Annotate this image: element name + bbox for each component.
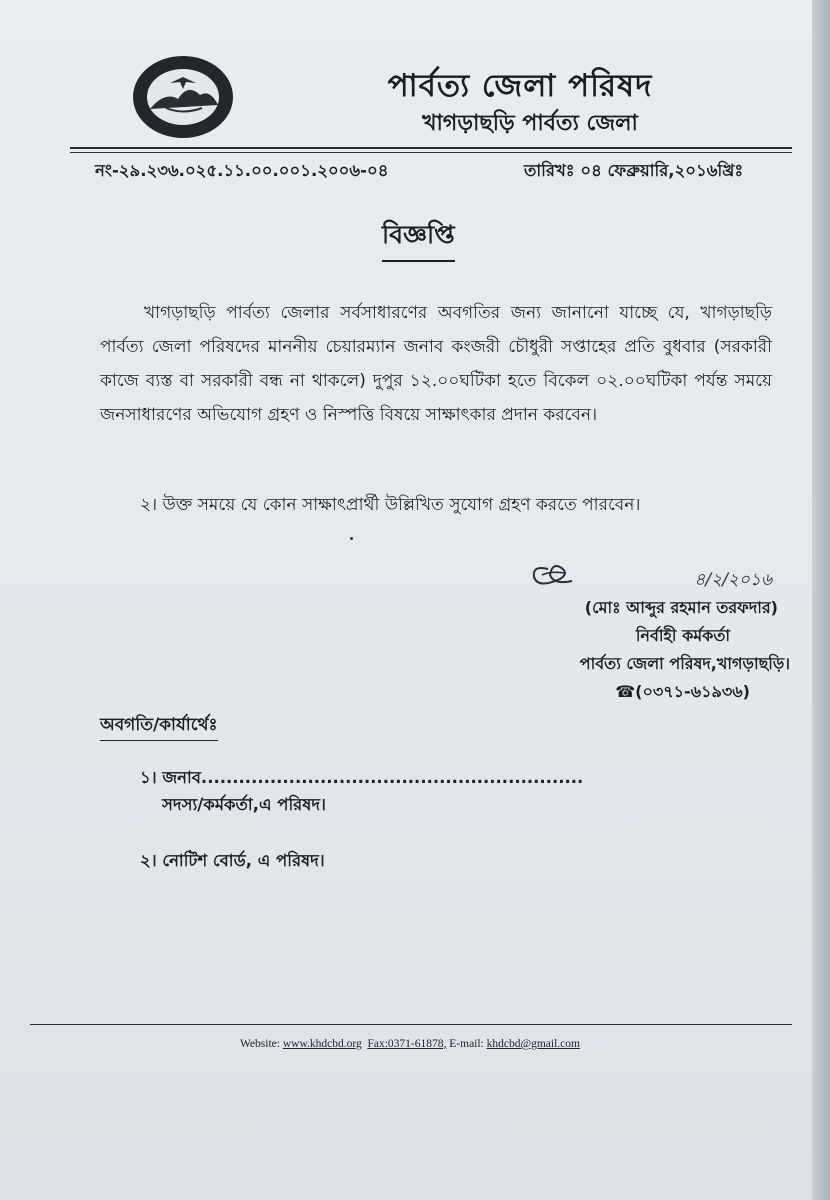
memo-date: তারিখঃ ০৪ ফেব্রুয়ারি,২০১৬খ্রিঃ	[524, 161, 744, 180]
notice-paragraph: খাগড়াছড়ি পার্বত্য জেলার সর্বসাধারণের অবগতির জন্য জানানো যাচ্ছে যে, খাগড়াছড়ি পার্বত্য জেলা পরিষদের মাননীয় চেয়ারম্যান জনাব কংজরী চৌধুরী সপ্তাহের প্রতি বুধবার (সরকারী কাজে ব্যস্ত বা সরকারী বন্ধ না থাকলে) দুপুর ১২.০০ঘটিকা হতে বিকেল ০২.০০ঘটিকা পর্যন্ত সময়ে জনসাধারণের অভিযোগ গ্রহণ ও নিস্পত্তি বিষয়ে সাক্ষাৎকার প্রদান করবেন।	[100, 303, 772, 425]
notice-point-2: ২। উক্ত সময়ে যে কোন সাক্ষাৎপ্রার্থী উল্লিখিত সুযোগ গ্রহণ করতে পারবেন।	[140, 495, 641, 515]
footer-email-label: E-mail:	[449, 1038, 484, 1050]
copy-to-item-1-sub: সদস্য/কর্মকর্তা,এ পরিষদ।	[162, 795, 326, 814]
notice-heading: বিজ্ঞপ্তি	[382, 215, 455, 262]
phone-icon: ☎	[615, 682, 636, 701]
footer-email-link[interactable]: khdcbd@gmail.com	[486, 1038, 580, 1050]
signatory-phone-line	[615, 679, 750, 706]
signatory-office: পার্বত্য জেলা পরিষদ,খাগড়াছড়ি।	[579, 654, 790, 673]
organization-title: পার্বত্য জেলা পরিষদ	[387, 68, 653, 104]
district-subtitle: খাগড়াছড়ি পার্বত্য জেলা	[422, 111, 638, 136]
copy-to-item-2: ২। নোটিশ বোর্ড, এ পরিষদ।	[140, 851, 325, 870]
background-edge	[812, 0, 830, 1200]
copy-to-item-1: ১। জনাব.............................................................	[140, 768, 584, 787]
header-divider-thin	[70, 152, 792, 153]
ink-speck	[350, 537, 353, 540]
reference-number: নং-২৯.২৩৬.০২৫.১১.০০.০০১.২০০৬-০৪	[95, 161, 389, 180]
signature-date: ৪/২/২০১৬	[694, 570, 772, 590]
copy-to-title: অবগতি/কার্যার্থেঃ	[100, 712, 218, 741]
footer-divider	[30, 1024, 792, 1025]
signature-block	[520, 555, 790, 705]
signatory-phone: (০৩৭১-৬১৯৩৬)	[635, 682, 750, 701]
signatory-designation: নির্বাহী কর্মকর্তা	[635, 626, 730, 645]
header-divider-thick	[70, 147, 792, 149]
footer-contact	[240, 1038, 580, 1050]
footer-fax: Fax:0371-61878,	[367, 1038, 447, 1050]
signatory-name: (মোঃ আব্দুর রহমান তরফদার)	[584, 598, 778, 617]
council-emblem-logo	[130, 53, 236, 141]
footer-website-label: Website:	[240, 1038, 280, 1050]
footer-website-link[interactable]: www.khdcbd.org	[282, 1038, 362, 1050]
